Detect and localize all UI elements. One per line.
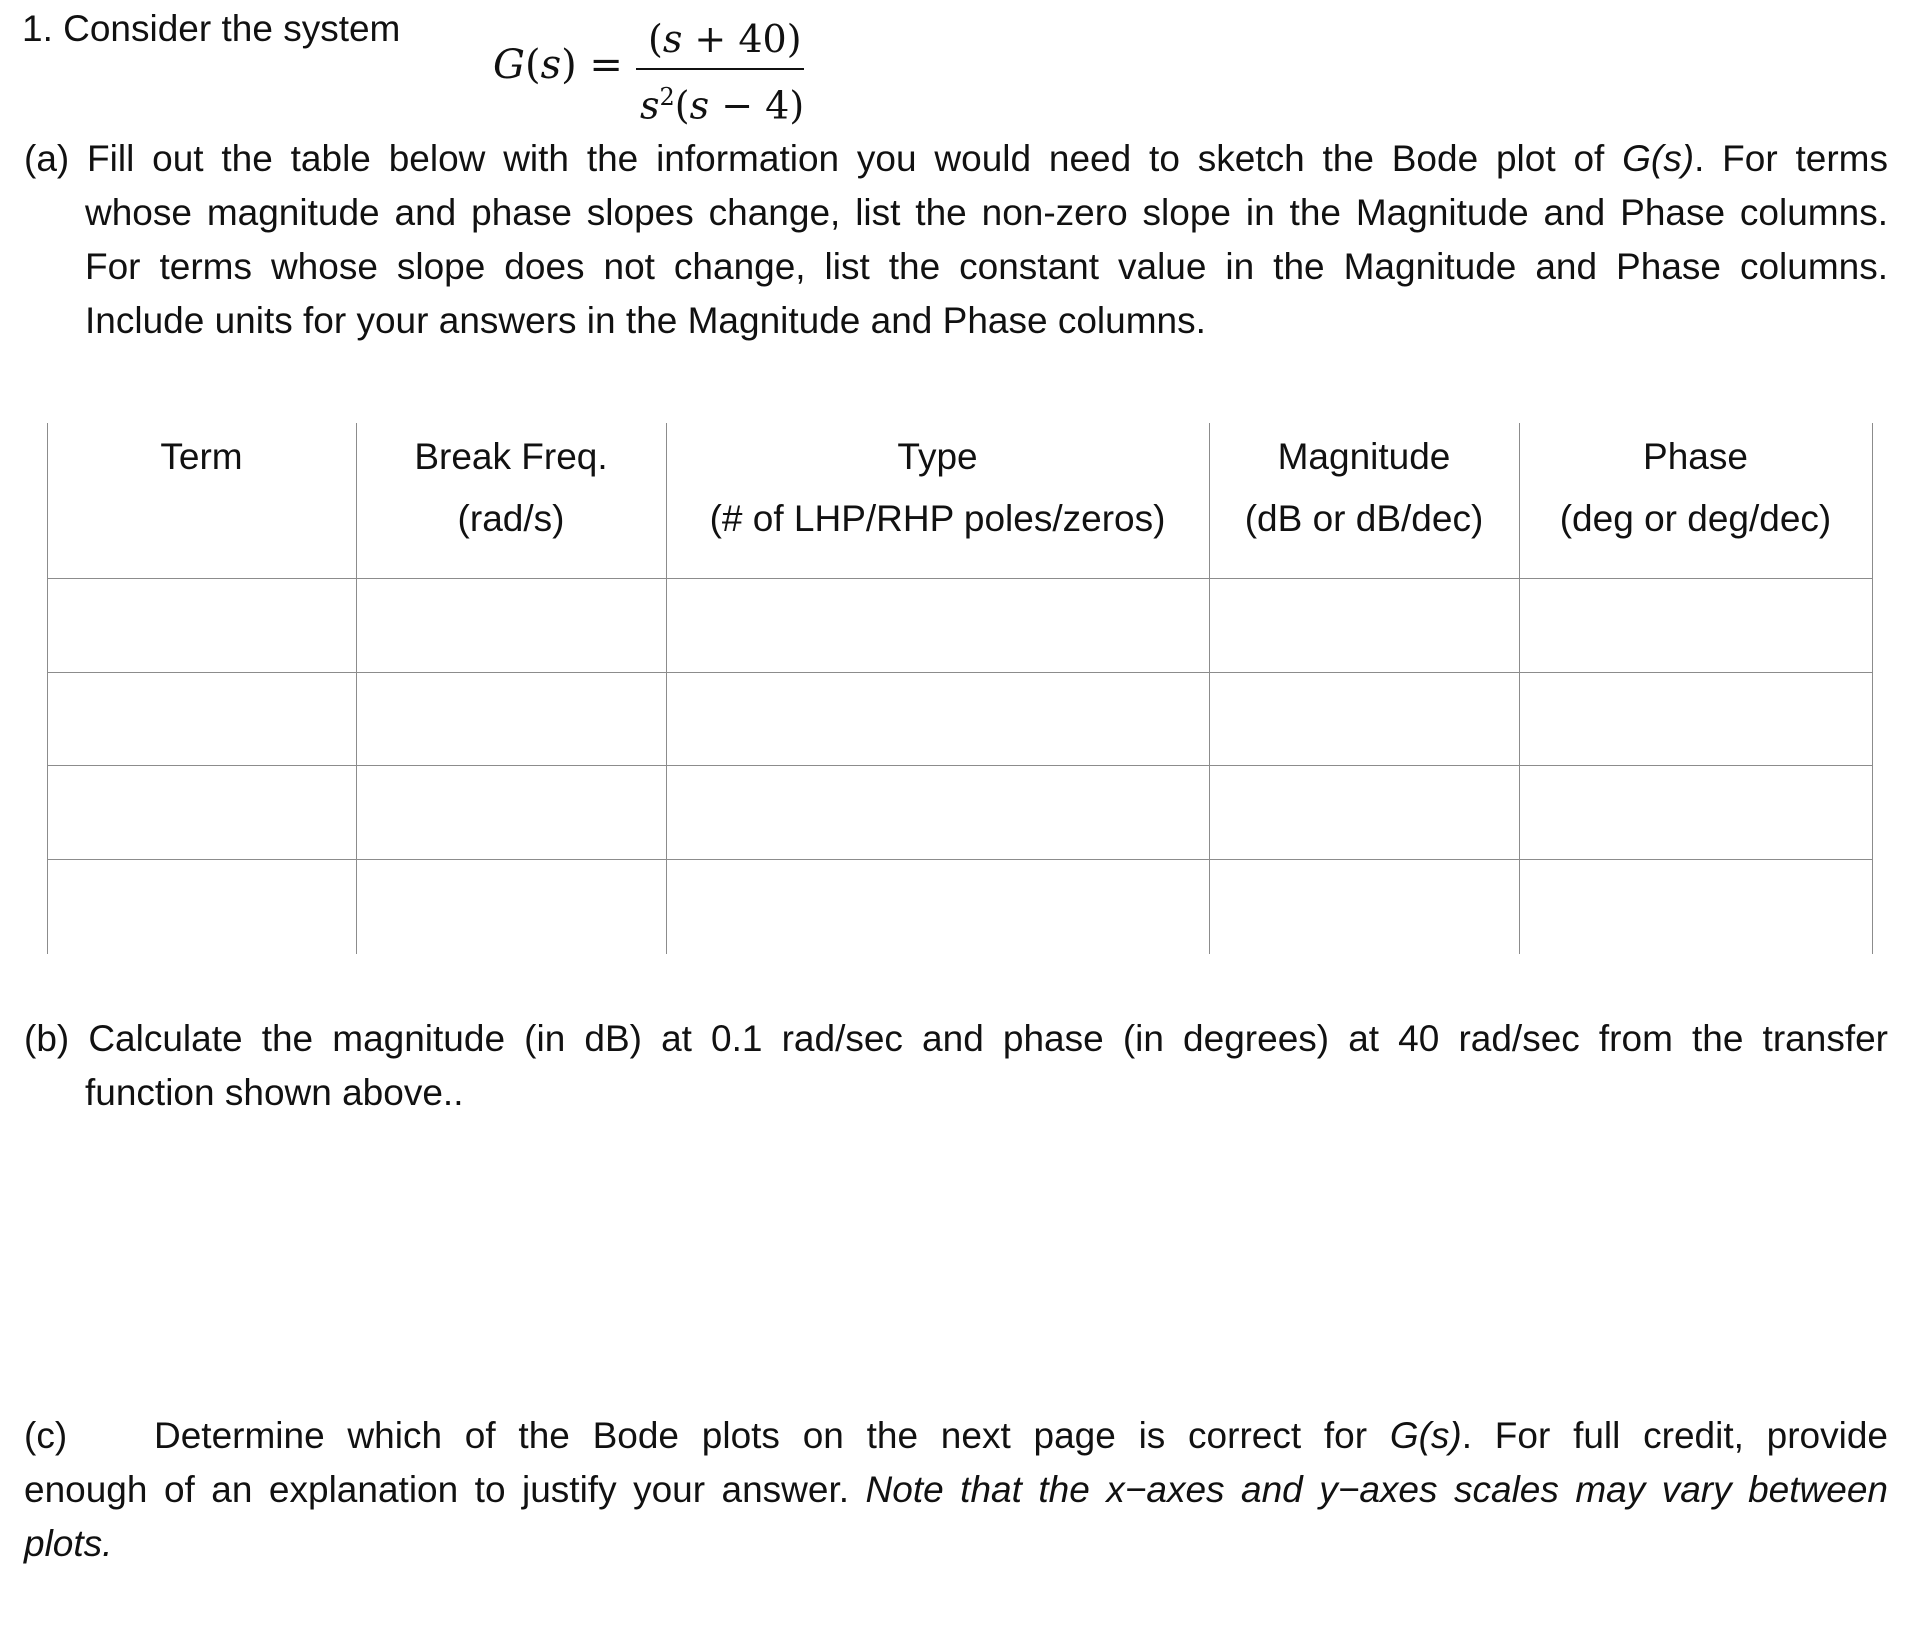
table-cell[interactable] [48,673,356,765]
part-a-line-3: For terms whose slope does not change, list the constant value in the Magnitude and Phase columns. [85,246,1888,287]
table-cell[interactable] [667,766,1209,859]
table-cell[interactable] [1520,766,1872,859]
table-cell[interactable] [667,860,1209,954]
equation-denominator: $s^2(s - 4)$ [640,83,805,128]
header-break-freq: Break Freq. (rad/s) [414,436,608,539]
fraction-bar [636,68,804,70]
table-border-right [1872,423,1873,954]
part-c-line-3: plots. [24,1523,113,1564]
table-cell[interactable] [48,860,356,954]
table-cell[interactable] [357,766,666,859]
table-cell[interactable] [1520,673,1872,765]
table-cell[interactable] [1210,579,1519,672]
part-a-line-2: whose magnitude and phase slopes change, list the non-zero slope in the Magnitude and Phase columns. [85,192,1888,233]
table-cell[interactable] [48,766,356,859]
table-cell[interactable] [48,579,356,672]
part-b-line-1: (b) Calculate the magnitude (in dB) at 0.1 rad/sec and phase (in degrees) at 40 rad/sec from the transfer [24,1018,1888,1059]
table-cell[interactable] [1210,673,1519,765]
part-c-line-2: enough of an explanation to justify your answer. Note that the x−axes and y−axes scales may vary between [24,1469,1888,1510]
header-term: Term [160,436,243,477]
table-cell[interactable] [1210,860,1519,954]
header-type: Type (# of LHP/RHP poles/zeros) [709,436,1166,539]
header-magnitude: Magnitude (dB or dB/dec) [1244,436,1484,539]
table-cell[interactable] [357,860,666,954]
table-cell[interactable] [1210,766,1519,859]
table-cell[interactable] [667,673,1209,765]
part-a-line-4: Include units for your answers in the Magnitude and Phase columns. [85,300,1206,341]
part-c-line-1: Determine which of the Bode plots on the next page is correct for G(s). For full credit, provide [154,1415,1888,1456]
part-b-line-2: function shown above.. [85,1072,464,1113]
table-cell[interactable] [357,579,666,672]
equation-numerator: (s + 40) [648,17,802,61]
table-cell[interactable] [1520,579,1872,672]
part-c-label: (c) [24,1415,68,1456]
table-cell[interactable] [357,673,666,765]
question-number-label: 1. Consider the system [22,8,401,49]
header-phase: Phase (deg or deg/dec) [1559,436,1832,539]
table-cell[interactable] [1520,860,1872,954]
equation-lhs: G(s) = [493,42,623,88]
table-cell[interactable] [667,579,1209,672]
part-a-line-1: (a) Fill out the table below with the information you would need to sketch the Bode plot of G(s). For terms [24,138,1888,179]
